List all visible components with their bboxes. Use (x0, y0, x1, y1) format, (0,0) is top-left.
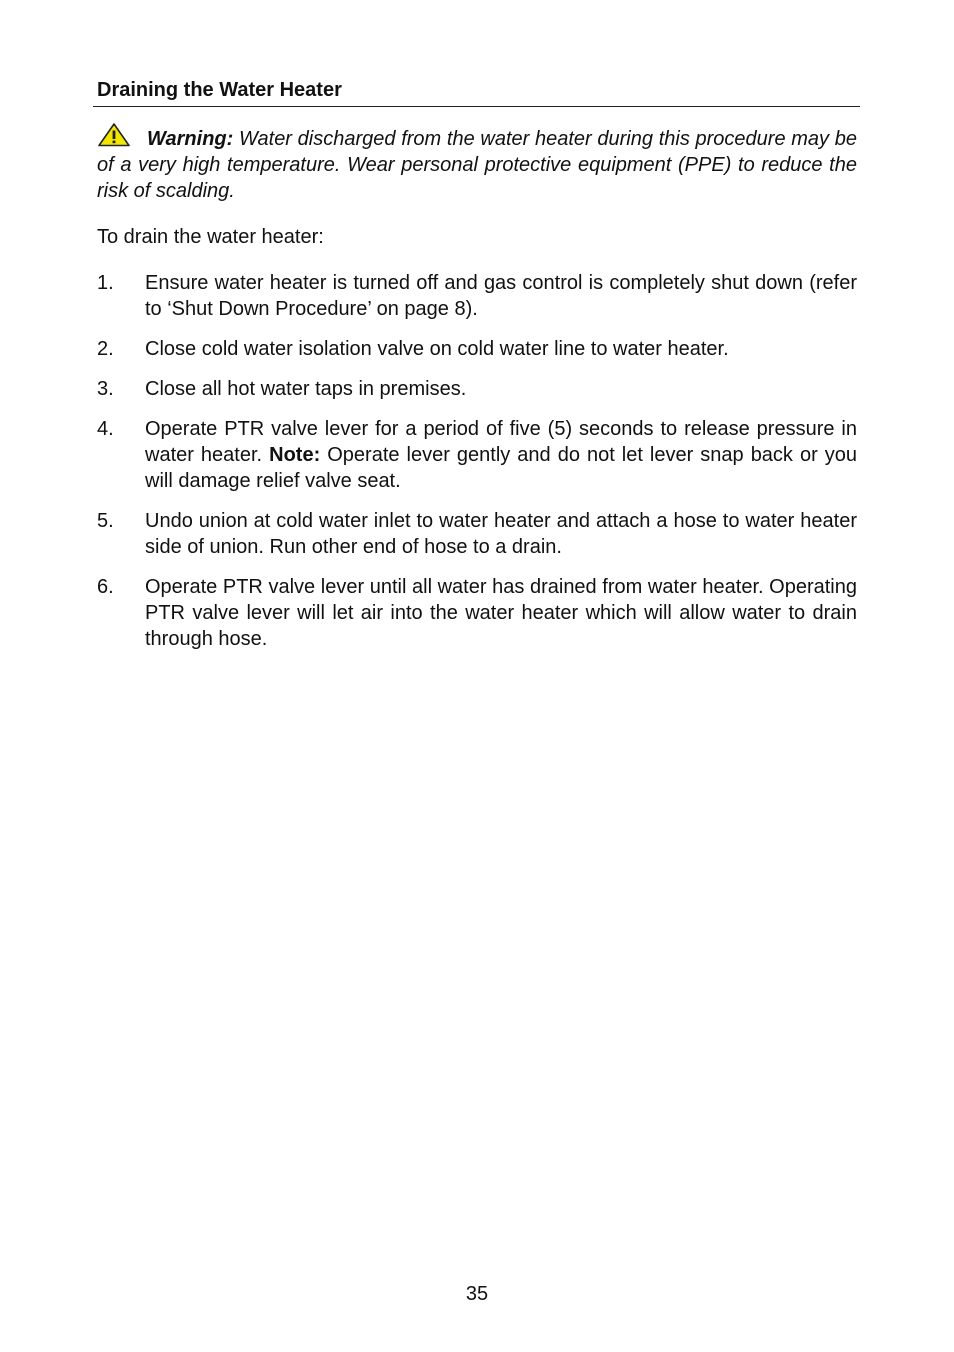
section-title: Draining the Water Heater (97, 79, 342, 101)
heading-divider (93, 106, 860, 107)
step-text: Operate PTR valve lever for a period of five (5) seconds to release pressure in water heater. (145, 418, 857, 466)
list-item (97, 270, 857, 322)
warning-block (97, 123, 857, 204)
drain-steps-list (97, 270, 857, 652)
step-text: Ensure water heater is turned off and gas control is completely shut down (refer to ‘Shut Down Procedure’ on page 8). (145, 272, 857, 320)
page-number: 35 (465, 1283, 489, 1305)
step-text: Close all hot water taps in premises. (145, 378, 467, 400)
list-item (97, 508, 857, 560)
warning-label: Warning: (147, 128, 234, 150)
step-number: 1. (97, 272, 114, 294)
step-number: 5. (97, 510, 114, 532)
step-number: 3. (97, 378, 114, 400)
list-item (97, 376, 857, 402)
step-text: Undo union at cold water inlet to water heater and attach a hose to water heater side of union. Run other end of hose to a drain. (145, 510, 857, 558)
list-item (97, 416, 857, 494)
step-number: 6. (97, 576, 114, 598)
step-number: 4. (97, 418, 114, 440)
step-note-text: Operate lever gently and do not let lever snap back or you will damage relief valve seat. (145, 444, 858, 492)
step-text: Close cold water isolation valve on cold water line to water heater. (145, 338, 729, 360)
step-text: Operate PTR valve lever until all water has drained from water heater. Operating PTR valve lever will let air into the water heater which will allow water to drain through hose. (145, 576, 857, 650)
step-number: 2. (97, 338, 114, 360)
note-label: Note: (269, 444, 321, 466)
warning-triangle-icon (97, 123, 131, 147)
list-item (97, 574, 857, 652)
warning-text: Water discharged from the water heater during this procedure may be of a very high temperature. Wear personal protective equipment (PPE) to reduce the risk of scalding. (97, 128, 857, 202)
intro-text: To drain the water heater: (97, 226, 324, 248)
page-content (97, 76, 857, 666)
list-item (97, 336, 857, 362)
